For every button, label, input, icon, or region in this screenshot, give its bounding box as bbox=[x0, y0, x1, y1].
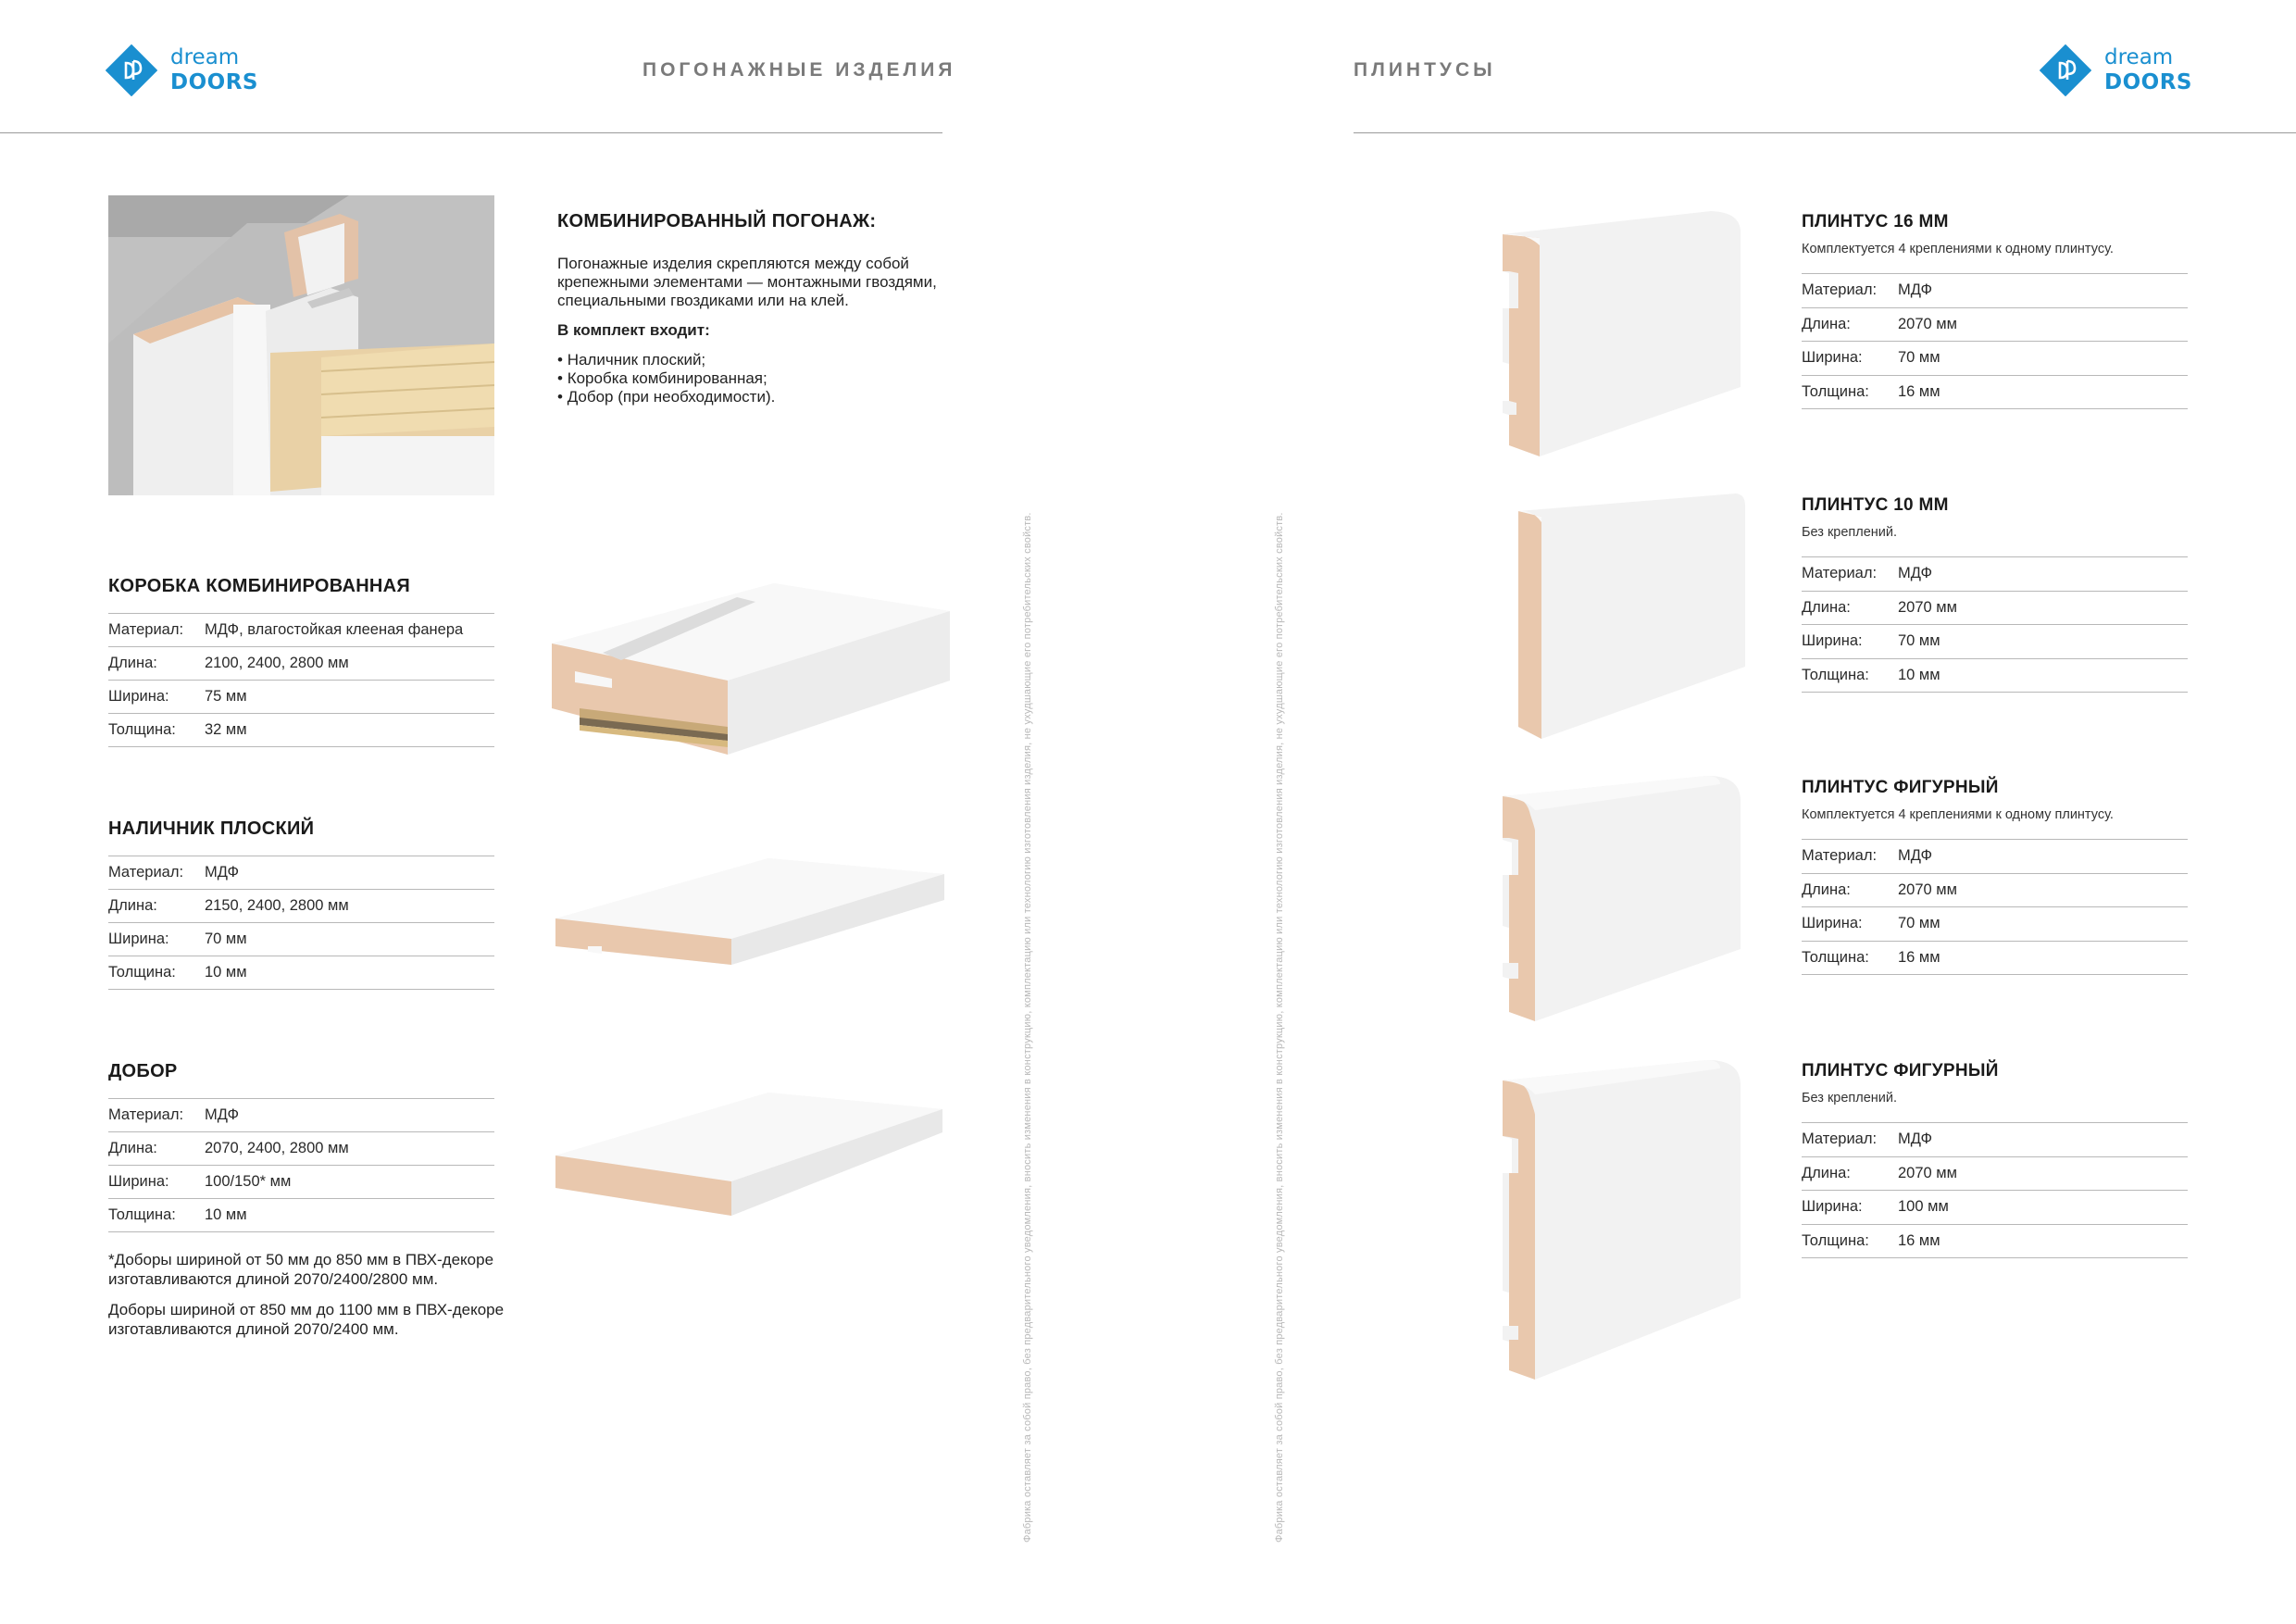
spec-row bbox=[1802, 308, 2188, 343]
spec-key: Ширина: bbox=[108, 931, 169, 947]
spec-key: Материал: bbox=[108, 621, 184, 638]
plinth-figured-100-image bbox=[1498, 1057, 1748, 1381]
spec-key: Материал: bbox=[1802, 1131, 1878, 1148]
logo-diamond-icon bbox=[106, 44, 157, 96]
combined-description bbox=[557, 255, 946, 406]
spec-row bbox=[1802, 1157, 2188, 1192]
spec-row bbox=[1802, 659, 2188, 693]
brand-line1: dream bbox=[2104, 45, 2174, 69]
spec-row bbox=[108, 1099, 494, 1132]
spec-row bbox=[1802, 840, 2188, 874]
brand-line1: dream bbox=[170, 45, 240, 69]
spec-key: Толщина: bbox=[1802, 1231, 1869, 1249]
brand-line2: DOORS bbox=[2104, 70, 2192, 94]
spec-key: Ширина: bbox=[1802, 349, 1863, 367]
spec-value: 32 мм bbox=[205, 721, 247, 738]
plinth-figured-100-title: ПЛИНТУС ФИГУРНЫЙ bbox=[1802, 1061, 1999, 1081]
spec-value: 2070 мм bbox=[1898, 881, 1957, 898]
spec-value: 2070 мм bbox=[1898, 1164, 1957, 1181]
spec-row bbox=[1802, 1191, 2188, 1225]
plinth-10-image bbox=[1514, 491, 1754, 741]
spec-key: Ширина: bbox=[1802, 915, 1863, 932]
spec-row bbox=[108, 1166, 494, 1199]
spec-value: 70 мм bbox=[1898, 632, 1940, 650]
spec-key: Материал: bbox=[1802, 565, 1878, 582]
spec-key: Ширина: bbox=[108, 1173, 169, 1190]
right-header-rule bbox=[1354, 132, 2296, 133]
spec-row bbox=[108, 890, 494, 923]
note-1: *Доборы шириной от 50 мм до 850 мм в ПВХ-декоре изготавливаются длиной 2070/2400/2800 мм. bbox=[108, 1251, 494, 1288]
spec-row bbox=[1802, 592, 2188, 626]
spec-value: 70 мм bbox=[1898, 915, 1940, 932]
spec-value: 16 мм bbox=[1898, 948, 1940, 966]
casing-profile-image bbox=[555, 854, 944, 983]
spec-value: МДФ bbox=[205, 1106, 240, 1123]
spec-value: 16 мм bbox=[1898, 382, 1940, 400]
spec-key: Ширина: bbox=[1802, 1198, 1863, 1216]
spec-key: Толщина: bbox=[108, 1206, 176, 1223]
brand-logo-left bbox=[106, 44, 258, 96]
spec-value: МДФ bbox=[1898, 281, 1933, 299]
brand-line2: DOORS bbox=[170, 70, 258, 94]
spec-value: 10 мм bbox=[205, 964, 247, 981]
brand-logo-right bbox=[2040, 44, 2192, 96]
spec-key: Длина: bbox=[108, 897, 157, 914]
kit-list bbox=[557, 351, 946, 406]
spec-value: МДФ bbox=[205, 864, 240, 881]
right-section-title: ПЛИНТУСЫ bbox=[1354, 59, 1496, 81]
spec-row bbox=[1802, 942, 2188, 976]
spec-row bbox=[108, 1132, 494, 1166]
spec-row bbox=[108, 956, 494, 990]
spec-table-plinth-figured-70 bbox=[1802, 839, 2188, 975]
spec-value: МДФ bbox=[1898, 847, 1933, 865]
spec-key: Ширина: bbox=[108, 688, 169, 705]
spec-row bbox=[108, 856, 494, 890]
spec-row bbox=[1802, 376, 2188, 410]
spec-table-plinth-figured-100 bbox=[1802, 1122, 2188, 1258]
product-title-frame: КОРОБКА КОМБИНИРОВАННАЯ bbox=[108, 576, 411, 596]
kit-item: • Наличник плоский; bbox=[557, 351, 946, 369]
spec-key: Толщина: bbox=[108, 721, 176, 738]
spec-key: Длина: bbox=[1802, 881, 1851, 898]
spec-key: Ширина: bbox=[1802, 632, 1863, 650]
spec-row bbox=[1802, 1123, 2188, 1157]
extension-notes bbox=[108, 1250, 543, 1350]
spec-row bbox=[108, 923, 494, 956]
spec-value: 100/150* мм bbox=[205, 1173, 292, 1190]
spec-row bbox=[108, 681, 494, 714]
kit-label: В комплект входит: bbox=[557, 321, 710, 339]
logo-diamond-icon bbox=[2040, 44, 2091, 96]
spec-value: 2070 мм bbox=[1898, 315, 1957, 332]
product-title-casing: НАЛИЧНИК ПЛОСКИЙ bbox=[108, 818, 315, 839]
spec-row bbox=[1802, 1225, 2188, 1259]
spec-key: Толщина: bbox=[1802, 382, 1869, 400]
combined-title: КОМБИНИРОВАННЫЙ ПОГОНАЖ: bbox=[557, 211, 877, 231]
spec-value: 2070 мм bbox=[1898, 598, 1957, 616]
spec-row bbox=[1802, 274, 2188, 308]
plinth-16-image bbox=[1498, 206, 1748, 461]
spec-row bbox=[108, 614, 494, 647]
legal-notice-right: Фабрика оставляет за собой право, без предварительного уведомления, вносить изменения в конструкцию, комплектацию или технологию изготовления изделия, не ухудшающие его потребительских свойств. bbox=[1274, 512, 1285, 1543]
spec-value: 2150, 2400, 2800 мм bbox=[205, 897, 349, 914]
spec-value: МДФ bbox=[1898, 565, 1933, 582]
kit-item: • Коробка комбинированная; bbox=[557, 369, 946, 388]
spec-value: 10 мм bbox=[1898, 666, 1940, 683]
spec-row bbox=[1802, 557, 2188, 592]
spec-value: 2100, 2400, 2800 мм bbox=[205, 655, 349, 671]
plinth-16-title: ПЛИНТУС 16 ММ bbox=[1802, 212, 1949, 231]
spec-table-plinth-16 bbox=[1802, 273, 2188, 409]
note-2: Доборы шириной от 850 мм до 1100 мм в ПВХ-декоре изготавливаются длиной 2070/2400 мм. bbox=[108, 1301, 505, 1338]
spec-key: Длина: bbox=[1802, 598, 1851, 616]
kit-item: • Добор (при необходимости). bbox=[557, 388, 946, 406]
spec-row bbox=[1802, 874, 2188, 908]
spec-key: Длина: bbox=[1802, 315, 1851, 332]
spec-table-extension bbox=[108, 1098, 494, 1232]
spec-value: 70 мм bbox=[1898, 349, 1940, 367]
plinth-16-subtitle: Комплектуется 4 креплениями к одному плинтусу. bbox=[1802, 242, 2114, 256]
plinth-10-title: ПЛИНТУС 10 ММ bbox=[1802, 495, 1949, 515]
spec-value: 16 мм bbox=[1898, 1231, 1940, 1249]
combined-text: Погонажные изделия скрепляются между собой крепежными элементами — монтажными гвоздями, специальными гвоздиками или на клей. bbox=[557, 255, 937, 309]
spec-key: Толщина: bbox=[1802, 948, 1869, 966]
spec-value: МДФ bbox=[1898, 1131, 1933, 1148]
spec-key: Материал: bbox=[108, 1106, 184, 1123]
plinth-figured-70-image bbox=[1498, 773, 1748, 1023]
spec-row bbox=[108, 1199, 494, 1232]
spec-value: 100 мм bbox=[1898, 1198, 1949, 1216]
frame-profile-image bbox=[552, 579, 950, 773]
spec-value: 70 мм bbox=[205, 931, 247, 947]
spec-table-plinth-10 bbox=[1802, 556, 2188, 693]
spec-table-casing bbox=[108, 856, 494, 990]
extension-profile-image bbox=[555, 1091, 944, 1220]
plinth-figured-100-subtitle: Без креплений. bbox=[1802, 1091, 1898, 1106]
spec-key: Длина: bbox=[1802, 1164, 1851, 1181]
spec-key: Материал: bbox=[1802, 281, 1878, 299]
spec-row bbox=[1802, 625, 2188, 659]
combined-molding-photo bbox=[108, 195, 494, 495]
spec-key: Длина: bbox=[108, 1140, 157, 1156]
plinth-figured-70-subtitle: Комплектуется 4 креплениями к одному плинтусу. bbox=[1802, 807, 2114, 822]
left-section-title: ПОГОНАЖНЫЕ ИЗДЕЛИЯ bbox=[643, 59, 956, 81]
spec-table-frame bbox=[108, 613, 494, 747]
spec-key: Материал: bbox=[1802, 847, 1878, 865]
spec-key: Толщина: bbox=[108, 964, 176, 981]
spec-row bbox=[108, 714, 494, 747]
spec-row bbox=[1802, 342, 2188, 376]
spec-key: Длина: bbox=[108, 655, 157, 671]
spec-value: 2070, 2400, 2800 мм bbox=[205, 1140, 349, 1156]
plinth-figured-70-title: ПЛИНТУС ФИГУРНЫЙ bbox=[1802, 778, 1999, 797]
spec-row bbox=[1802, 907, 2188, 942]
spec-key: Материал: bbox=[108, 864, 184, 881]
spec-value: 75 мм bbox=[205, 688, 247, 705]
spec-key: Толщина: bbox=[1802, 666, 1869, 683]
spec-value: МДФ, влагостойкая клееная фанера bbox=[205, 621, 464, 638]
legal-notice-left: Фабрика оставляет за собой право, без предварительного уведомления, вносить изменения в конструкцию, комплектацию или технологию изготовления изделия, не ухудшающие его потребительских свойств. bbox=[1022, 512, 1033, 1543]
left-header-rule bbox=[0, 132, 942, 133]
plinth-10-subtitle: Без креплений. bbox=[1802, 525, 1898, 540]
spec-value: 10 мм bbox=[205, 1206, 247, 1223]
spec-row bbox=[108, 647, 494, 681]
product-title-extension: ДОБОР bbox=[108, 1061, 178, 1081]
